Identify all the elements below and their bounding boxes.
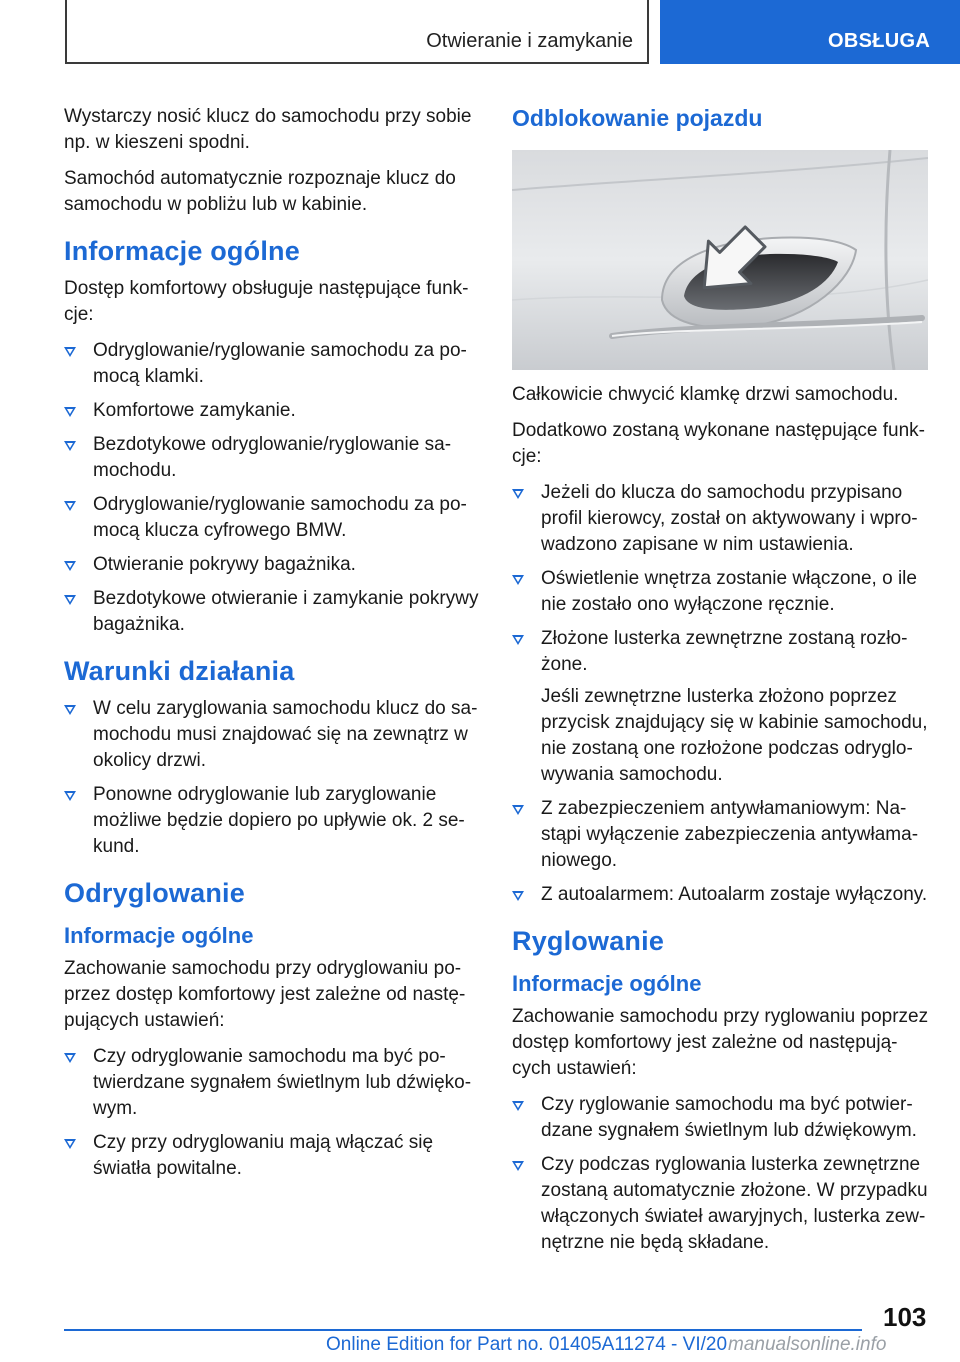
- triangle-bullet-icon: [64, 441, 76, 451]
- section-tab-label: OBSŁUGA: [828, 30, 931, 52]
- triangle-bullet-icon: [512, 891, 524, 901]
- triangle-bullet-icon: [512, 1101, 524, 1111]
- triangle-bullet-icon: [512, 1161, 524, 1171]
- locking-text: Zachowanie samochodu przy ryglowaniu poprzez dostęp komfortowy jest zależne od następują‐cych ustawień:: [512, 1006, 929, 1079]
- unlock-vehicle-list: [512, 480, 930, 908]
- list-item: Otwieranie pokrywy bagażnika.: [64, 552, 484, 578]
- list-item: Z zabezpieczeniem antywłamaniowym: Na‐stąpi wyłączenie zabezpieczenia antywłama‐niowego.: [512, 796, 930, 874]
- general-text: Dostęp komfortowy obsługuje następujące funk‐cje:: [64, 278, 469, 325]
- unlocking-list: [64, 1044, 484, 1182]
- list-item: Oświetlenie wnętrza zostanie włączone, o ile nie zostało ono wyłączone ręcznie.: [512, 566, 930, 618]
- figure-caption: Całkowicie chwycić klamkę drzwi samochodu.: [512, 384, 899, 405]
- triangle-bullet-icon: [512, 489, 524, 499]
- triangle-bullet-icon: [64, 595, 76, 605]
- intro-paragraph: Samochód automatycznie rozpoznaje klucz do samochodu w pobliżu lub w kabinie.: [64, 168, 456, 215]
- unlocking-text: Zachowanie samochodu przy odryglowaniu po‐przez dostęp komfortowy jest zależne od nastę‐pujących ustawień:: [64, 958, 466, 1031]
- list-item: Odryglowanie/ryglowanie samochodu za po‐mocą klucza cyfrowego BMW.: [64, 492, 484, 544]
- list-item: Czy przy odryglowaniu mają włączać się światła powitalne.: [64, 1130, 484, 1182]
- heading-unlock-vehicle: Odblokowanie pojazdu: [512, 105, 763, 131]
- triangle-bullet-icon: [512, 635, 524, 645]
- list-item: Odryglowanie/ryglowanie samochodu za po‐mocą klamki.: [64, 338, 484, 390]
- list-item: Ponowne odryglowanie lub zaryglowanie możliwe będzie dopiero po upływie ok. 2 se‐kund.: [64, 782, 484, 860]
- unlock-vehicle-text: Dodatkowo zostaną wykonane następujące funk‐cje:: [512, 420, 925, 467]
- triangle-bullet-icon: [64, 1053, 76, 1063]
- heading-general: Informacje ogólne: [64, 236, 300, 266]
- edition-text: Online Edition for Part no. 01405A11274 - VI/20: [326, 1334, 728, 1355]
- door-handle-image: [512, 150, 928, 370]
- door-handle-illustration: [512, 150, 928, 370]
- subheading-locking-general: Informacje ogólne: [512, 971, 702, 996]
- list-item: W celu zaryglowania samochodu klucz do sa‐mochodu musi znajdować się na zewnątrz w okolicy drzwi.: [64, 696, 484, 774]
- general-list: [64, 338, 484, 638]
- triangle-bullet-icon: [64, 347, 76, 357]
- triangle-bullet-icon: [64, 1139, 76, 1149]
- watermark-text: manualsonline.info: [728, 1334, 887, 1355]
- triangle-bullet-icon: [512, 805, 524, 815]
- triangle-bullet-icon: [512, 575, 524, 585]
- list-item: Komfortowe zamykanie.: [64, 398, 484, 424]
- intro-paragraph: Wystarczy nosić klucz do samochodu przy sobie np. w kieszeni spodni.: [64, 106, 472, 153]
- footer-divider: [64, 1329, 862, 1331]
- list-item: Bezdotykowe otwieranie i zamykanie pokrywy bagażnika.: [64, 586, 484, 638]
- list-item: Czy ryglowanie samochodu ma być potwier‐dzane sygnałem świetlnym lub dźwiękowym.: [512, 1092, 930, 1144]
- triangle-bullet-icon: [64, 791, 76, 801]
- triangle-bullet-icon: [64, 407, 76, 417]
- list-item: Czy podczas ryglowania lusterka zewnętrzne zostaną automatycznie złożone. W przypadku włączonych świateł awaryjnych, lusterka zew‐nętrzne nie będą składane.: [512, 1152, 930, 1256]
- list-item: Czy odryglowanie samochodu ma być po‐twierdzane sygnałem świetlnym lub dźwięko‐wym.: [64, 1044, 484, 1122]
- subheading-unlocking-general: Informacje ogólne: [64, 923, 254, 948]
- header-frame: [65, 0, 649, 64]
- triangle-bullet-icon: [64, 561, 76, 571]
- left-column: [64, 104, 484, 1190]
- right-column: [512, 104, 930, 1264]
- triangle-bullet-icon: [64, 501, 76, 511]
- list-item: Bezdotykowe odryglowanie/ryglowanie sa‐mochodu.: [64, 432, 484, 484]
- heading-conditions: Warunki działania: [64, 656, 295, 686]
- page-number: 103: [883, 1302, 927, 1332]
- section-tab: [660, 0, 960, 64]
- locking-list: [512, 1092, 930, 1256]
- list-item: Z autoalarmem: Autoalarm zostaje wyłączony.: [512, 882, 930, 908]
- section-title: Otwieranie i zamykanie: [426, 30, 633, 52]
- mirror-note: Jeśli zewnętrzne lusterka złożono poprzez przycisk znajdujący się w kabinie samochodu, nie zostaną one rozłożone podczas odryglo‐wywania samochodu.: [541, 686, 928, 785]
- conditions-list: [64, 696, 484, 860]
- heading-locking: Ryglowanie: [512, 926, 665, 956]
- triangle-bullet-icon: [64, 705, 76, 715]
- heading-unlocking: Odryglowanie: [64, 878, 245, 908]
- list-item: Jeżeli do klucza do samochodu przypisano profil kierowcy, został on aktywowany i wpro‐wadzono zapisane w nim ustawienia.: [512, 480, 930, 558]
- list-item: Złożone lusterka zewnętrzne zostaną rozło‐żone. Jeśli zewnętrzne lusterka złożono poprzez przycisk znajdujący się w kabinie samochodu, nie zostaną one rozłożone podczas odryglo‐wywania samochodu.: [512, 626, 930, 788]
